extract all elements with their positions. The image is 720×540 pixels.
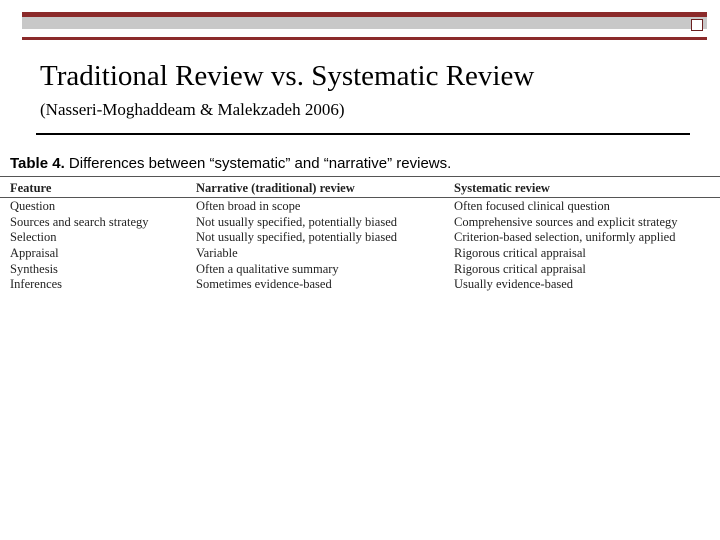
table-cell: Often broad in scope — [196, 199, 301, 213]
table-row — [10, 199, 715, 215]
decorative-boxes — [687, 19, 707, 33]
table-cell: Appraisal — [10, 246, 59, 261]
table-cell: Usually evidence-based — [454, 277, 574, 292]
table-cell: Not usually specified, potentially biased — [196, 214, 397, 229]
slide-title: Traditional Review vs. Systematic Review — [40, 60, 535, 92]
header-cell: Systematic review — [454, 181, 550, 195]
title-divider — [36, 133, 690, 135]
table-row — [10, 215, 715, 231]
table-top-rule — [0, 176, 720, 177]
table-caption-label: Table 4. — [10, 155, 65, 172]
header-cell: Feature — [10, 181, 52, 195]
header-grey-band — [22, 17, 707, 29]
table-row — [10, 262, 715, 278]
table-cell: Synthesis — [10, 261, 58, 276]
table-caption — [10, 155, 451, 172]
decorative-square-icon — [691, 19, 703, 31]
comparison-table — [10, 180, 715, 293]
table-cell: Rigorous critical appraisal — [454, 246, 586, 261]
table-row — [10, 246, 715, 262]
table-cell: Rigorous critical appraisal — [454, 261, 586, 276]
table-cell: Often a qualitative summary — [196, 261, 339, 276]
table-row — [10, 277, 715, 293]
table-cell: Sometimes evidence-based — [196, 277, 332, 292]
table-caption-text: Differences between “systematic” and “narrative” reviews. — [64, 155, 452, 172]
table-cell: Not usually specified, potentially biased — [196, 230, 397, 245]
table-cell: Often focused clinical question — [454, 199, 610, 213]
table-cell: Question — [10, 199, 56, 213]
table-header-row — [10, 180, 715, 197]
table-cell: Inferences — [10, 277, 63, 292]
slide-subtitle: (Nasseri-Moghaddeam & Malekzadeh 2006) — [40, 100, 345, 119]
table-cell: Sources and search strategy — [10, 214, 149, 229]
header-cell: Narrative (traditional) review — [196, 181, 355, 195]
slide-header-bar — [22, 12, 707, 35]
table-cell: Comprehensive sources and explicit strategy — [454, 214, 678, 229]
table-cell: Selection — [10, 230, 57, 245]
table-cell: Variable — [196, 246, 238, 261]
table-row — [10, 230, 715, 246]
table-cell: Criterion-based selection, uniformly applied — [454, 230, 676, 245]
header-accent-line — [22, 37, 707, 40]
